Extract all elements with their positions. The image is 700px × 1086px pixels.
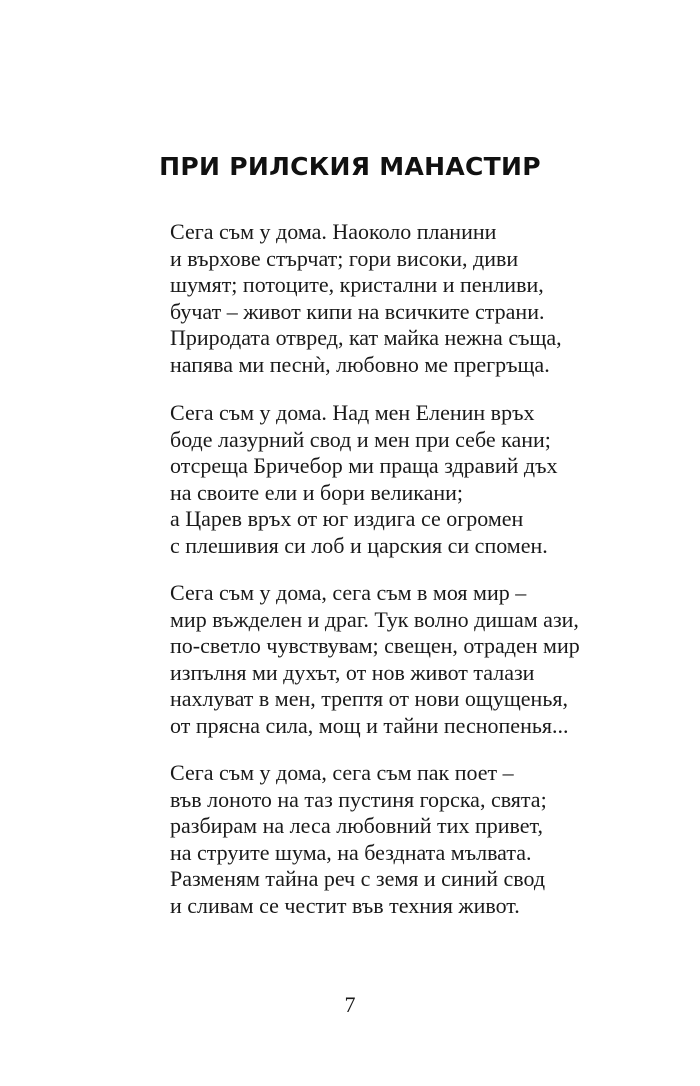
poem-line: Сега съм у дома, сега съм в моя мир – [170, 580, 527, 605]
stanza-2 [170, 400, 610, 560]
poem-line: с плешивия си лоб и царския си спомен. [170, 532, 548, 558]
stanza-3 [170, 580, 610, 740]
poem-line: и сливам се честит във техния живот. [170, 892, 520, 918]
poem-line: Сега съм у дома. Над мен Еленин връх [170, 400, 535, 425]
page-number: 7 [344, 992, 356, 1017]
poem-line: бучат – живот кипи на всичките страни. [170, 298, 545, 324]
poem-line: Сега съм у дома. Наоколо планини [170, 219, 497, 244]
poem-line: Сега съм у дома, сега съм пак поет – [170, 760, 514, 785]
poem-line: изпълня ми духът, от нов живот талази [170, 659, 535, 685]
poem-line: нахлуват в мен, трептя от нови ощущенья, [170, 686, 568, 712]
poem-title: ПРИ РИЛСКИЯ МАНАСТИР [159, 152, 541, 181]
poem-line: на своите ели и бори великани; [170, 479, 464, 505]
poem-line: във лоното на таз пустиня горска, свята; [170, 786, 547, 812]
poem-line: мир въжделен и драг. Тук волно дишам ази, [170, 606, 579, 632]
poem-line: Разменям тайна реч с земя и синий свод [170, 866, 546, 892]
poem-line: разбирам на леса любовний тих привет, [170, 813, 543, 839]
poem-line: шумят; потоците, кристални и пенливи, [170, 272, 544, 298]
stanza-1 [170, 219, 610, 379]
poem-line: отсреща Бричебор ми праща здравий дъх [170, 453, 558, 479]
poem-line: на струите шума, на бездната мълвата. [170, 839, 532, 865]
poem-line: Природата отвред, кат майка нежна същa, [170, 325, 562, 351]
stanza-4 [170, 760, 610, 920]
poem-line: боде лазурний свод и мен при себе кани; [170, 426, 551, 452]
poem-line: напява ми песнѝ, любовно ме прегръща. [170, 351, 550, 377]
poem-line: и върхове стърчат; гори високи, диви [170, 245, 519, 271]
poem-line: от прясна сила, мощ и тайни песнопенья... [170, 712, 569, 738]
poem-line: по-светло чувствувам; свещен, отраден мир [170, 633, 580, 659]
poem-line: а Царев връх от юг издига се огромен [170, 506, 524, 532]
